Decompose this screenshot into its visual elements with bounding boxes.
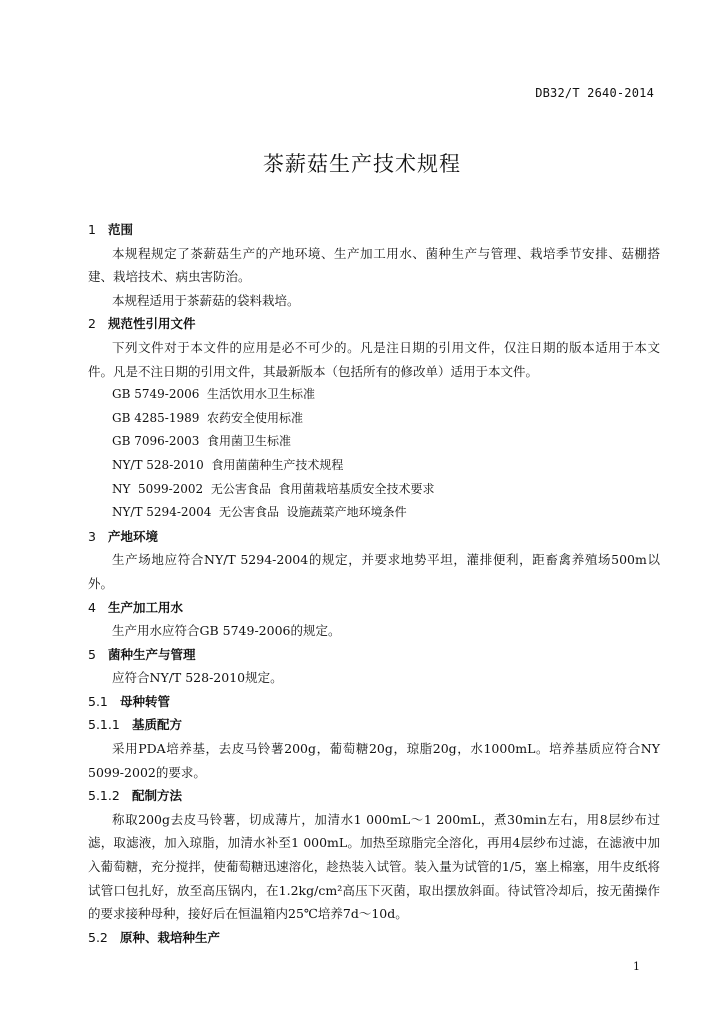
document-title: 茶薪菇生产技术规程: [263, 152, 461, 176]
section-title: 原种、栽培种生产: [120, 929, 221, 945]
section-number: 3: [88, 528, 96, 544]
section-number: 5.1.1: [88, 717, 120, 733]
section-number: 5.2: [88, 929, 108, 945]
subsection-heading: [88, 690, 660, 714]
subsection-heading: [88, 713, 660, 737]
reference-item: GB 7096-2003 食用菌卫生标准: [112, 434, 291, 449]
section-number: 5: [88, 646, 96, 662]
paragraph: 生产用水应符合GB 5749-2006的规定。: [112, 623, 341, 639]
section-number: 5.1: [88, 693, 108, 709]
standard-number: DB32/T 2640-2014: [535, 86, 654, 100]
section-title: 母种转管: [120, 693, 171, 709]
section-number: 1: [88, 222, 96, 237]
section-number: 5.1.2: [88, 788, 120, 804]
section-title: 配制方法: [132, 788, 183, 804]
section-title: 规范性引用文件: [108, 316, 196, 332]
document-body: [88, 218, 660, 949]
reference-item: NY/T 528-2010 食用菌菌种生产技术规程: [112, 457, 344, 472]
section-title: 产地环境: [108, 528, 159, 544]
paragraph: 本规程规定了茶薪菇生产的产地环境、生产加工用水、菌种生产与管理、栽培季节安排、菇棚搭建、栽培技术、病虫害防治。: [88, 245, 660, 285]
subsection-heading: [88, 926, 660, 950]
section-number: 4: [88, 599, 96, 615]
paragraph: 本规程适用于茶薪菇的袋料栽培。: [112, 292, 300, 308]
section-number: 2: [88, 316, 96, 332]
paragraph: 生产场地应符合NY/T 5294-2004的规定，并要求地势平坦，灌排便利，距畜禽养殖场500m以外。: [88, 552, 660, 591]
paragraph: 采用PDA培养基，去皮马铃薯200g，葡萄糖20g，琼脂20g，水1000mL。培养基质应符合NY 5099-2002的要求。: [88, 741, 660, 780]
section-title: 范围: [108, 222, 134, 237]
reference-item: NY/T 5294-2004 无公害食品 设施蔬菜产地环境条件: [112, 505, 407, 520]
section-title: 菌种生产与管理: [108, 646, 196, 662]
reference-item: GB 5749-2006 生活饮用水卫生标准: [112, 387, 315, 402]
reference-item: NY 5099-2002 无公害食品 食用菌栽培基质安全技术要求: [112, 481, 435, 496]
reference-item: GB 4285-1989 农药安全使用标准: [112, 410, 303, 425]
subsection-heading: [88, 784, 660, 808]
section-heading: [88, 312, 660, 336]
section-heading: [88, 643, 660, 667]
section-heading: [88, 525, 660, 549]
section-heading: [88, 218, 660, 242]
paragraph: 称取200g去皮马铃薯，切成薄片，加清水1 000mL～1 200mL，煮30min左右，用8层纱布过滤，取滤液，加入琼脂，加清水补至1 000mL。加热至琼脂完全溶化，再用4层纱布过滤，在滤液中加入葡萄糖，充分搅拌，使葡萄糖迅速溶化，趁热装入试管。装入量为试管的1/5，塞上棉塞，用牛皮纸将试管口包扎好，放至高压锅内，在1.2kg/cm²高压下灭菌，取出摆放斜面。待试管冷却后，按无菌操作的要求接种母种，接好后在恒温箱内25℃培养7d～10d。: [88, 811, 660, 922]
section-heading: [88, 596, 660, 620]
paragraph: 应符合NY/T 528-2010规定。: [112, 670, 283, 686]
section-title: 生产加工用水: [108, 599, 184, 615]
section-title: 基质配方: [132, 717, 183, 733]
paragraph: 下列文件对于本文件的应用是必不可少的。凡是注日期的引用文件，仅注日期的版本适用于本文件。凡是不注日期的引用文件，其最新版本（包括所有的修改单）适用于本文件。: [88, 339, 660, 379]
page-number: 1: [633, 960, 640, 973]
